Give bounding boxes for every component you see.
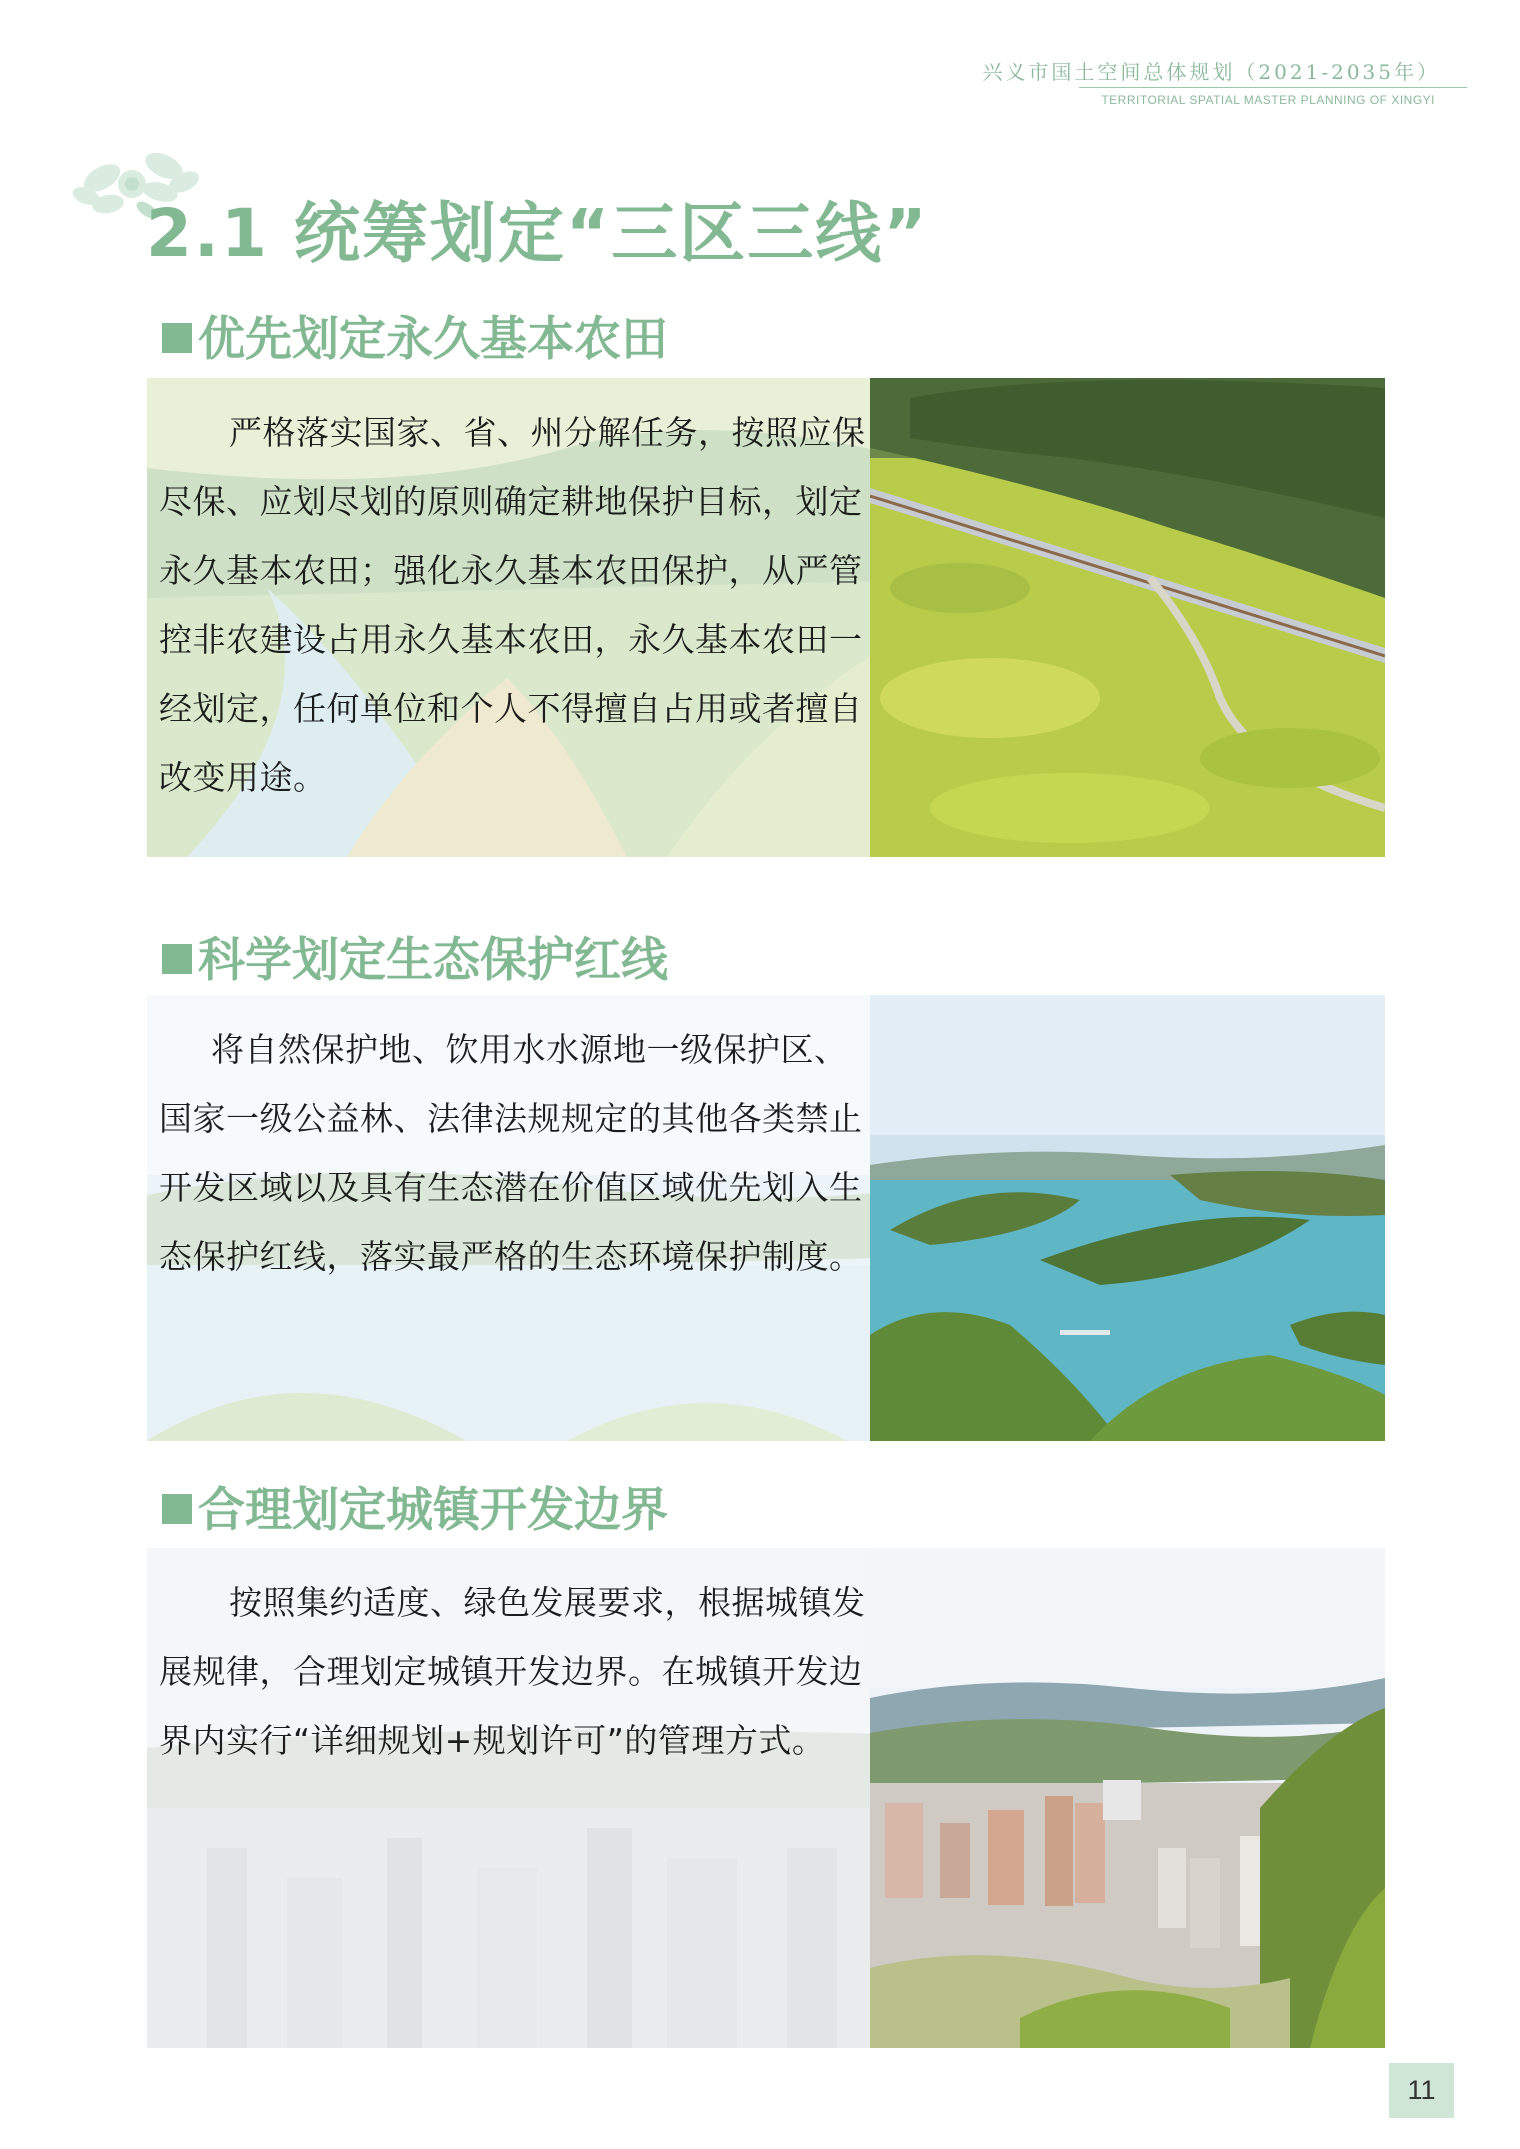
section-body-text: 按照集约适度、绿色发展要求，根据城镇发展规律，合理划定城镇开发边界。在城镇开发边界内实行“详细规划+规划许可”的管理方式。 [159, 1583, 866, 1760]
city-photo [870, 1548, 1385, 2048]
header-title-en: TERRITORIAL SPATIAL MASTER PLANNING OF XINGYI [1101, 93, 1435, 107]
section-title-text: 优先划定永久基本农田 [198, 312, 668, 367]
section-panel-ecology [147, 995, 1385, 1441]
section-panel-farmland [147, 378, 1385, 857]
farmland-photo [870, 378, 1385, 857]
section-title-urban [162, 1483, 668, 1538]
section-body-ecology [159, 1015, 877, 1291]
lake-photo [870, 995, 1385, 1441]
section-title-text: 科学划定生态保护红线 [198, 933, 668, 988]
section-title-farmland [162, 312, 668, 367]
square-bullet-icon [162, 944, 192, 974]
section-title-text: 合理划定城镇开发边界 [198, 1483, 668, 1538]
section-body-text: 将自然保护地、饮用水水源地一级保护区、国家一级公益林、法律法规规定的其他各类禁止开发区域以及具有生态潜在价值区域优先划入生态保护红线，落实最严格的生态环境保护制度。 [159, 1030, 863, 1276]
header-title-cn: 兴义市国土空间总体规划（2021-2035年） [982, 60, 1440, 84]
page-number: 11 [1389, 2063, 1454, 2118]
section-title-ecology [162, 933, 668, 988]
section-body-farmland [159, 398, 877, 812]
section-body-text: 严格落实国家、省、州分解任务，按照应保尽保、应划尽划的原则确定耕地保护目标，划定永久基本农田；强化永久基本农田保护，从严管控非农建设占用永久基本农田，永久基本农田一经划定，任何单位和个人不得擅自占用或者擅自改变用途。 [159, 413, 866, 797]
square-bullet-icon [162, 323, 192, 353]
header-divider [1079, 87, 1467, 88]
square-bullet-icon [162, 1494, 192, 1524]
section-body-urban [159, 1568, 877, 1775]
page-title: 2.1 统筹划定“三区三线” [146, 195, 929, 272]
section-panel-urban [147, 1548, 1385, 2048]
